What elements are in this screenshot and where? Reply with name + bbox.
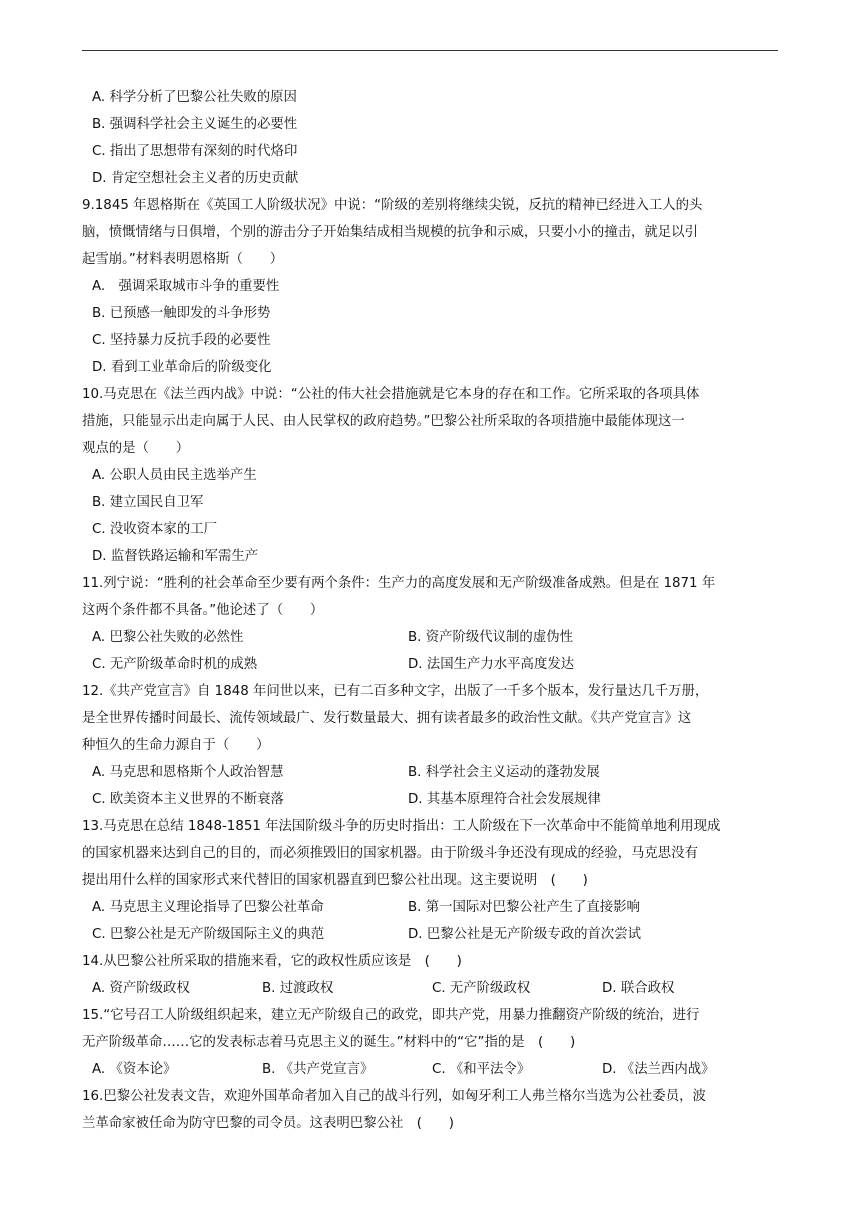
q13-option-c: C. 巴黎公社是无产阶级国际主义的典范 (92, 927, 325, 942)
q9-stem-line-1: 9.1845 年恩格斯在《英国工人阶级状况》中说：“阶级的差别将继续尖锐，反抗的精神已经进入工人的头 (82, 198, 703, 213)
q10-option-d: D. 监督铁路运输和军需生产 (92, 549, 259, 564)
q12-option-d: D. 其基本原理符合社会发展规律 (408, 792, 601, 807)
q15-option-d: D. 《法兰西内战》 (602, 1062, 715, 1077)
q11-options-row-1 (82, 624, 782, 651)
q13-stem-line-2: 的国家机器来达到自己的目的，而必须推毁旧的国家机器。由于阶级斗争还没有现成的经验，马克思没有 (82, 846, 698, 861)
q11-stem-line-2: 这两个条件都不具备。”他论述了（ ） (82, 603, 324, 618)
q14-stem-line-1: 14.从巴黎公社所采取的措施来看，它的政权性质应该是 ( ) (82, 954, 462, 969)
q10-option-a: A. 公职人员由民主选举产生 (92, 468, 257, 483)
q9-option-b: B. 已预感一触即发的斗争形势 (92, 306, 271, 321)
q12-options-row-2 (82, 786, 782, 813)
q10-stem-line-2: 措施，只能显示出走向属于人民、由人民掌权的政府趋势。”巴黎公社所采取的各项措施中最能体现这一 (82, 414, 685, 429)
q13-option-d: D. 巴黎公社是无产阶级专政的首次尝试 (408, 927, 642, 942)
q10-stem-line-3: 观点的是（ ） (82, 441, 190, 456)
q12-option-a: A. 马克思和恩格斯个人政治智慧 (92, 765, 284, 780)
q8-option-b: B. 强调科学社会主义诞生的必要性 (92, 117, 298, 132)
q13-option-a: A. 马克思主义理论指导了巴黎公社革命 (92, 900, 324, 915)
q16-stem-line-2: 兰革命家被任命为防守巴黎的司令员。这表明巴黎公社 ( ) (82, 1116, 454, 1131)
q15-stem-line-1: 15.“它号召工人阶级组织起来，建立无产阶级自己的政党，即共产党，用暴力推翻资产阶级的统治，进行 (82, 1008, 700, 1023)
q10-stem-line-1: 10.马克思在《法兰西内战》中说：“公社的伟大社会措施就是它本身的存在和工作。它所采取的各项具体 (82, 387, 700, 402)
q12-stem-line-1: 12.《共产党宣言》自 1848 年问世以来，已有二百多种文字，出版了一千多个版本，发行量达几千万册， (82, 684, 709, 699)
q13-option-b: B. 第一国际对巴黎公社产生了直接影响 (408, 900, 640, 915)
q8-option-a: A. 科学分析了巴黎公社失败的原因 (92, 90, 297, 105)
q12-option-b: B. 科学社会主义运动的蓬勃发展 (408, 765, 600, 780)
q14-option-c: C. 无产阶级政权 (432, 981, 531, 996)
q8-option-d: D. 肯定空想社会主义者的历史贡献 (92, 171, 299, 186)
question-list (82, 84, 782, 1137)
q14-option-a: A. 资产阶级政权 (92, 981, 190, 996)
q14-option-d: D. 联合政权 (602, 981, 675, 996)
q12-stem-line-3: 种恒久的生命力源自于（ ） (82, 738, 270, 753)
q9-option-d: D. 看到工业革命后的阶级变化 (92, 360, 272, 375)
q9-option-a: A. 强调采取城市斗争的重要性 (92, 279, 280, 294)
q13-options-row-2 (82, 921, 782, 948)
q15-option-c: C. 《和平法令》 (432, 1062, 531, 1077)
q13-stem-line-3: 提出用什么样的国家形式来代替旧的国家机器直到巴黎公社出现。这主要说明 ( ) (82, 873, 588, 888)
q15-option-a: A. 《资本论》 (92, 1062, 177, 1077)
q12-option-c: C. 欧美资本主义世界的不断衰落 (92, 792, 284, 807)
q11-stem-line-1: 11.列宁说：“胜利的社会革命至少要有两个条件：生产力的高度发展和无产阶级准备成熟。但是在 1871 年 (82, 576, 716, 591)
header-rule (82, 50, 778, 51)
q14-option-b: B. 过渡政权 (262, 981, 334, 996)
q9-stem-line-3: 起雪崩。”材料表明恩格斯（ ） (82, 252, 284, 267)
q11-option-a: A. 巴黎公社失败的必然性 (92, 630, 244, 645)
q10-option-c: C. 没收资本家的工厂 (92, 522, 217, 537)
q15-stem-line-2: 无产阶级革命……它的发表标志着马克思主义的诞生。”材料中的“它”指的是 ( ) (82, 1035, 576, 1050)
q12-stem-line-2: 是全世界传播时间最长、流传领域最广、发行数量最大、拥有读者最多的政治性文献。《共产党宣言》这 (82, 711, 692, 726)
q14-options-row (82, 975, 782, 1002)
q11-options-row-2 (82, 651, 782, 678)
q13-stem-line-1: 13.马克思在总结 1848-1851 年法国阶级斗争的历史时指出：工人阶级在下一次革命中不能简单地利用现成 (82, 819, 721, 834)
q9-stem-line-2: 脑，愤慨情绪与日俱增，个别的游击分子开始集结成相当规模的抗争和示威，只要小小的撞击，就足以引 (82, 225, 698, 240)
q9-option-c: C. 坚持暴力反抗手段的必要性 (92, 333, 271, 348)
q13-options-row-1 (82, 894, 782, 921)
q11-option-b: B. 资产阶级代议制的虚伪性 (408, 630, 573, 645)
q16-stem-line-1: 16.巴黎公社发表文告，欢迎外国革命者加入自己的战斗行列，如匈牙利工人弗兰格尔当选为公社委员，波 (82, 1089, 706, 1104)
q8-option-c: C. 指出了思想带有深刻的时代烙印 (92, 144, 298, 159)
q15-options-row (82, 1056, 782, 1083)
q12-options-row-1 (82, 759, 782, 786)
q15-option-b: B. 《共产党宣言》 (262, 1062, 374, 1077)
q10-option-b: B. 建立国民自卫军 (92, 495, 204, 510)
q11-option-c: C. 无产阶级革命时机的成熟 (92, 657, 258, 672)
q11-option-d: D. 法国生产力水平高度发达 (408, 657, 575, 672)
